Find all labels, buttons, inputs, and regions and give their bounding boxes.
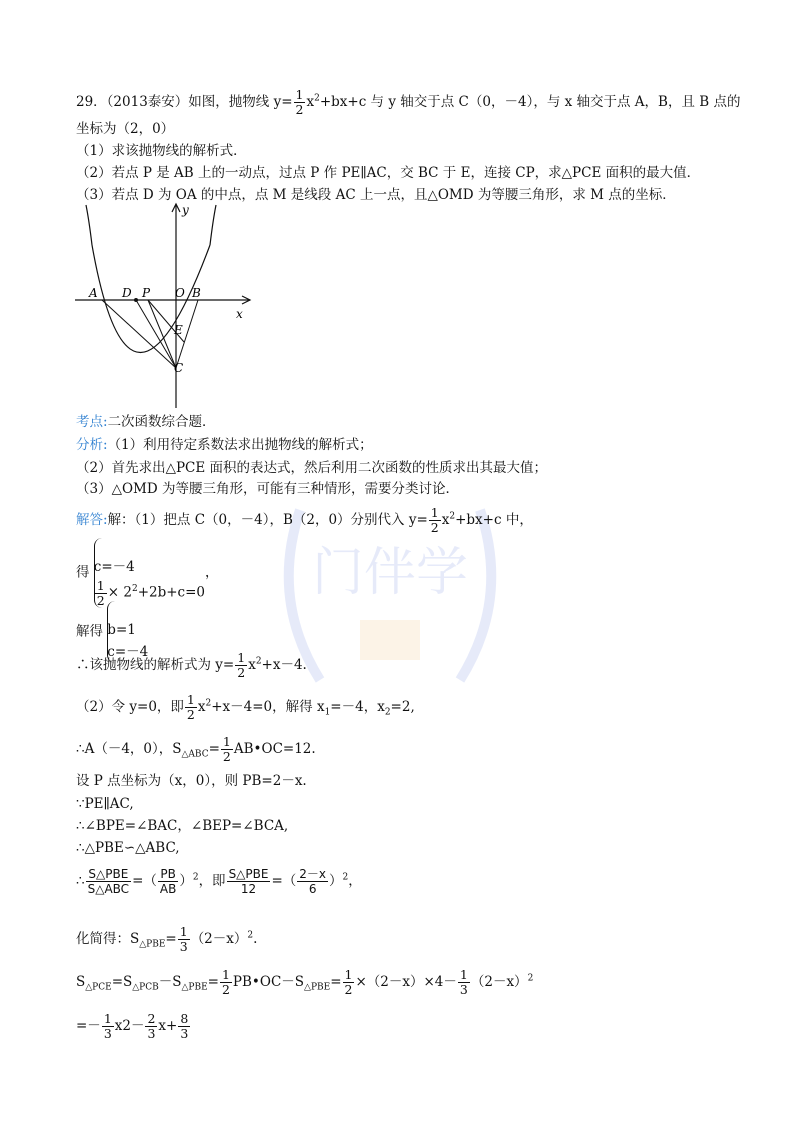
jieda-line-area-pce: $S_{\triangle PCE}=S_{\triangle PCB}-S_{\triangle PBE}=$ $\frac{1}{2}$ $PB•OC-S_{\triangle PBE}=$ $\frac{1}{2}$ ×（2－x）×4－ $\frac{1}{3}$ $(2-x)^2$ xyxy=(76,967,534,997)
jieda-line-result: =－ $\frac{1}{3}$ x2－ $\frac{2}{3}$ x+ $\frac{8}{3}$ xyxy=(76,1011,189,1041)
svg-text:E: E xyxy=(174,323,183,337)
jieda-line-similar: ∴△PBE∽△ABC, xyxy=(76,840,180,856)
fenxi-line-3: （3）△OMD 为等腰三角形，可能有三种情形，需要分类讨论． xyxy=(76,481,459,497)
question-2: （2）若点 P 是 AB 上的一动点，过点 P 作 PE∥AC，交 BC 于 E，连接 CP，求△PCE 面积的最大值． xyxy=(76,165,701,181)
svg-text:C: C xyxy=(174,361,184,375)
jieda-line-p: 设 P 点坐标为（x，0），则 PB=2－x. xyxy=(76,773,307,789)
svg-text:x: x xyxy=(236,307,243,321)
svg-text:D: D xyxy=(122,286,132,300)
segment-DC xyxy=(136,300,176,368)
jieda-line-parabola: ∴该抛物线的解析式为 y= $\frac{1}{2}$ $x^2+x-4$. xyxy=(76,650,307,680)
problem-line-2: 坐标为（2，0） xyxy=(76,121,175,137)
point-D xyxy=(134,298,138,302)
svg-text:B: B xyxy=(192,286,201,300)
question-3: （3）若点 D 为 OA 的中点，点 M 是线段 AC 上一点，且△OMD 为等腰三角形，求 M 点的坐标． xyxy=(76,187,676,203)
system-1: 得 c=－4 $\frac{1}{2}$ × $2^2+2b+c=0$ ， xyxy=(76,538,219,608)
jieda-line-roots: （2）令 y=0，即 $\frac{1}{2}$ $x^2+x-4=0$，解得 $x_1=-4$，$x_2=2$, xyxy=(76,692,415,722)
question-1: （1）求该抛物线的解析式． xyxy=(76,143,247,159)
svg-text:门伴学: 门伴学 xyxy=(311,543,469,603)
kaodian-line: 考点:二次函数综合题． xyxy=(76,414,216,430)
jieda-line-ratio: ∴ $\frac{\text{S△PBE}}{\text{S△ABC}}$ =（ $\frac{PB}{AB}$ ）$^2$，即 $\frac{\text{S△PBE}}{12}$ =（ $\frac{2-x}{6}$ ）$^2$， xyxy=(76,867,362,896)
jieda-line-parallel: ∵PE∥AC, xyxy=(76,796,134,812)
system-2: 解得 b=1 c=－4 xyxy=(76,601,148,663)
problem-line-1: 29．（2013泰安）如图，抛物线 y= $\frac{1}{2}$ $x^2+bx+c$ 与 y 轴交于点 C（0，－4），与 x 轴交于点 A，B，且 B 点的 xyxy=(76,87,741,117)
svg-text:A: A xyxy=(89,286,98,300)
fenxi-line-2: （2）首先求出△PCE 面积的表达式，然后利用二次函数的性质求出其最大值； xyxy=(76,460,548,476)
svg-text:O: O xyxy=(175,286,185,300)
fraction-half: $\frac{1}{2}$ xyxy=(295,87,304,117)
parabola-figure xyxy=(70,200,260,410)
fenxi-line-1: 分析:（1）利用待定系数法求出抛物线的解析式； xyxy=(76,437,373,453)
svg-text:P: P xyxy=(142,286,151,300)
jieda-line-angles: ∴∠BPE=∠BAC，∠BEP=∠BCA, xyxy=(76,818,289,834)
svg-text:y: y xyxy=(182,203,189,217)
jieda-line-1: 解答:解：（1）把点 C（0，－4），B（2，0）分别代入 y= $\frac{1}{2}$ $x^2+bx+c$ 中， xyxy=(76,505,533,535)
segment-AC xyxy=(102,300,176,368)
segment-PC xyxy=(148,300,176,368)
jieda-line-area-abc: ∴A（－4，0），$S_{\triangle ABC}=$ $\frac{1}{2}$ AB•OC=12. xyxy=(76,734,316,764)
jieda-line-simplify: 化简得：$S_{\triangle PBE}=$ $\frac{1}{3}$ $(2-x)^2$. xyxy=(76,924,258,954)
